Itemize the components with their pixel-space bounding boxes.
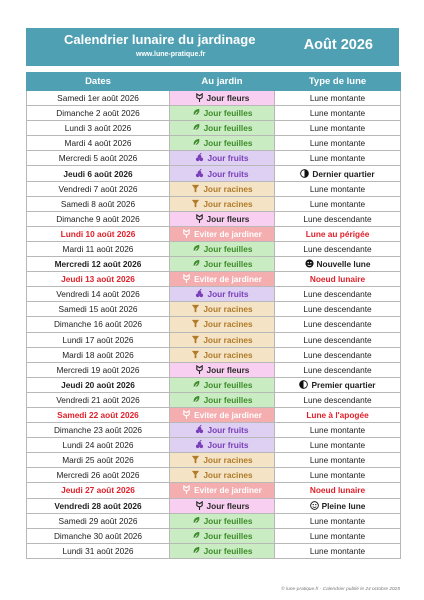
moon-label: Lune montante: [309, 198, 366, 209]
table-row: [27, 241, 401, 256]
garden-label: Jour feuilles: [203, 123, 253, 134]
garden-cell: [170, 438, 275, 453]
moon-cell: [275, 226, 401, 241]
flower-icon: [195, 214, 204, 223]
leaf-icon: [192, 380, 201, 389]
date-cell: Vendredi 28 août 2026: [27, 498, 170, 513]
garden-label: Jour fleurs: [206, 213, 250, 224]
date-cell: Dimanche 9 août 2026: [27, 211, 170, 226]
garden-cell: [170, 241, 275, 256]
table-row: [27, 362, 401, 377]
garden-cell: [170, 226, 275, 241]
garden-cell: [170, 257, 275, 272]
date-cell: Vendredi 21 août 2026: [27, 392, 170, 407]
garden-label: Jour fleurs: [206, 364, 250, 375]
date-cell: Mercredi 19 août 2026: [27, 362, 170, 377]
garden-label: Jour feuilles: [203, 243, 253, 254]
moon-label: Lune montante: [309, 123, 366, 134]
lunar-calendar-table: [26, 72, 401, 559]
moon-cell: [275, 483, 401, 498]
moon-label: Lune descendante: [303, 364, 372, 375]
date-cell: Samedi 22 août 2026: [27, 407, 170, 422]
date-cell: Mardi 11 août 2026: [27, 241, 170, 256]
garden-label: Jour racines: [203, 334, 253, 345]
garden-cell: [170, 332, 275, 347]
garden-label: Eviter de jardiner: [194, 274, 262, 285]
garden-label: Jour racines: [203, 183, 253, 194]
moon-cell: [275, 287, 401, 302]
moon-label: Noeud lunaire: [309, 274, 366, 285]
date-cell: Mercredi 12 août 2026: [27, 257, 170, 272]
garden-cell: [170, 302, 275, 317]
moon-cell: [275, 257, 401, 272]
table-row: [27, 121, 401, 136]
garden-label: Eviter de jardiner: [194, 485, 262, 496]
garden-label: Jour fleurs: [206, 500, 250, 511]
leaf-icon: [192, 531, 201, 540]
moon-cell: [275, 196, 401, 211]
garden-label: Jour feuilles: [203, 530, 253, 541]
table-row: [27, 438, 401, 453]
garden-label: Jour fleurs: [206, 93, 250, 104]
column-header-dates: Dates: [27, 73, 170, 91]
date-cell: Mardi 25 août 2026: [27, 453, 170, 468]
moon-label: Lune montante: [309, 455, 366, 466]
moon-label: Lune descendante: [303, 304, 372, 315]
moon-cell: [275, 498, 401, 513]
table-row: [27, 347, 401, 362]
table-row: [27, 166, 401, 181]
table-row: [27, 543, 401, 558]
table-row: [27, 226, 401, 241]
date-cell: Mercredi 5 août 2026: [27, 151, 170, 166]
table-row: [27, 513, 401, 528]
moon-label: Lune montante: [309, 530, 366, 541]
moon-cell: [275, 151, 401, 166]
garden-cell: [170, 468, 275, 483]
flower-icon: [195, 365, 204, 374]
table-row: [27, 106, 401, 121]
table-header-row: [27, 73, 401, 91]
last-quarter-moon-icon: [300, 169, 309, 178]
moon-cell: [275, 377, 401, 392]
leaf-icon: [192, 395, 201, 404]
fruit-icon: [195, 169, 204, 178]
moon-cell: [275, 438, 401, 453]
moon-label: Lune montante: [309, 183, 366, 194]
table-row: [27, 136, 401, 151]
date-cell: Samedi 1er août 2026: [27, 91, 170, 106]
table-row: [27, 317, 401, 332]
leaf-icon: [192, 546, 201, 555]
moon-label: Lune montante: [309, 470, 366, 481]
date-cell: Lundi 24 août 2026: [27, 438, 170, 453]
garden-label: Jour fruits: [207, 440, 249, 451]
moon-cell: [275, 362, 401, 377]
moon-label: Lune montante: [309, 440, 366, 451]
table-row: [27, 302, 401, 317]
leaf-icon: [192, 516, 201, 525]
garden-label: Jour racines: [203, 198, 253, 209]
footer-credit: © lune-pratique.fr - Calendrier publié le 24 octobre 2025: [281, 587, 400, 592]
moon-label: Dernier quartier: [312, 168, 375, 179]
garden-cell: [170, 211, 275, 226]
date-cell: Lundi 3 août 2026: [27, 121, 170, 136]
date-cell: Jeudi 20 août 2026: [27, 377, 170, 392]
moon-label: Lune montante: [309, 545, 366, 556]
moon-label: Lune montante: [309, 108, 366, 119]
moon-cell: [275, 91, 401, 106]
moon-cell: [275, 302, 401, 317]
garden-label: Jour fruits: [207, 425, 249, 436]
garden-cell: [170, 543, 275, 558]
garden-label: Jour fruits: [207, 153, 249, 164]
moon-cell: [275, 392, 401, 407]
moon-cell: [275, 528, 401, 543]
first-quarter-moon-icon: [299, 380, 308, 389]
garden-label: Jour feuilles: [203, 545, 253, 556]
date-cell: Dimanche 16 août 2026: [27, 317, 170, 332]
fruit-icon: [195, 289, 204, 298]
leaf-icon: [192, 123, 201, 132]
garden-cell: [170, 121, 275, 136]
moon-cell: [275, 272, 401, 287]
moon-label: Pleine lune: [321, 500, 366, 511]
fruit-icon: [195, 425, 204, 434]
table-row: [27, 287, 401, 302]
table-row: [27, 272, 401, 287]
garden-label: Jour feuilles: [203, 394, 253, 405]
moon-label: Lune montante: [309, 153, 366, 164]
table-row: [27, 181, 401, 196]
moon-label: Lune à l'apogée: [306, 410, 369, 421]
month-title: Août 2026: [303, 37, 373, 53]
site-url: www.lune-pratique.fr: [136, 51, 206, 58]
garden-cell: [170, 136, 275, 151]
leaf-icon: [192, 244, 201, 253]
table-row: [27, 91, 401, 106]
moon-cell: [275, 211, 401, 226]
garden-cell: [170, 483, 275, 498]
garden-cell: [170, 528, 275, 543]
date-cell: Vendredi 14 août 2026: [27, 287, 170, 302]
garden-cell: [170, 498, 275, 513]
flower-icon: [195, 93, 204, 102]
garden-cell: [170, 106, 275, 121]
moon-cell: [275, 407, 401, 422]
fruit-icon: [195, 440, 204, 449]
moon-label: Lune descendante: [303, 394, 372, 405]
garden-label: Jour feuilles: [203, 108, 253, 119]
moon-cell: [275, 106, 401, 121]
moon-cell: [275, 241, 401, 256]
date-cell: Mardi 18 août 2026: [27, 347, 170, 362]
garden-cell: [170, 196, 275, 211]
date-cell: Mardi 4 août 2026: [27, 136, 170, 151]
garden-label: Jour racines: [203, 319, 253, 330]
header-banner: [26, 28, 399, 66]
leaf-icon: [192, 138, 201, 147]
moon-cell: [275, 453, 401, 468]
garden-cell: [170, 166, 275, 181]
date-cell: Vendredi 7 août 2026: [27, 181, 170, 196]
moon-label: Lune montante: [309, 138, 366, 149]
garden-cell: [170, 377, 275, 392]
date-cell: Dimanche 23 août 2026: [27, 423, 170, 438]
garden-label: Jour feuilles: [203, 259, 253, 270]
table-row: [27, 332, 401, 347]
moon-cell: [275, 543, 401, 558]
garden-cell: [170, 91, 275, 106]
date-cell: Lundi 17 août 2026: [27, 332, 170, 347]
table-row: [27, 196, 401, 211]
moon-label: Lune descendante: [303, 349, 372, 360]
moon-cell: [275, 181, 401, 196]
root-icon: [191, 304, 200, 313]
leaf-icon: [192, 108, 201, 117]
moon-cell: [275, 166, 401, 181]
table-row: [27, 211, 401, 226]
moon-cell: [275, 423, 401, 438]
moon-label: Lune au périgée: [305, 228, 370, 239]
garden-label: Jour feuilles: [203, 379, 253, 390]
moon-label: Lune descendante: [303, 289, 372, 300]
garden-cell: [170, 392, 275, 407]
column-header-lune: Type de lune: [275, 73, 401, 91]
garden-label: Jour racines: [203, 349, 253, 360]
garden-cell: [170, 287, 275, 302]
garden-cell: [170, 151, 275, 166]
table-row: [27, 257, 401, 272]
table-row: [27, 377, 401, 392]
garden-cell: [170, 347, 275, 362]
date-cell: Lundi 31 août 2026: [27, 543, 170, 558]
moon-cell: [275, 468, 401, 483]
garden-label: Jour racines: [203, 470, 253, 481]
table-row: [27, 498, 401, 513]
garden-label: Jour feuilles: [203, 515, 253, 526]
table-row: [27, 483, 401, 498]
garden-label: Jour feuilles: [203, 138, 253, 149]
moon-label: Noeud lunaire: [309, 485, 366, 496]
moon-label: Lune montante: [309, 515, 366, 526]
garden-cell: [170, 181, 275, 196]
warning-plant-icon: [182, 229, 191, 238]
garden-cell: [170, 513, 275, 528]
table-row: [27, 468, 401, 483]
root-icon: [191, 470, 200, 479]
garden-label: Jour racines: [203, 304, 253, 315]
moon-cell: [275, 347, 401, 362]
leaf-icon: [192, 259, 201, 268]
garden-label: Jour racines: [203, 455, 253, 466]
root-icon: [191, 319, 200, 328]
table-body: [27, 91, 401, 559]
moon-label: Lune descendante: [303, 319, 372, 330]
root-icon: [191, 184, 200, 193]
garden-cell: [170, 272, 275, 287]
page-title: Calendrier lunaire du jardinage: [64, 32, 256, 47]
date-cell: Mercredi 26 août 2026: [27, 468, 170, 483]
moon-label: Lune descendante: [303, 334, 372, 345]
garden-label: Eviter de jardiner: [194, 410, 262, 421]
table-row: [27, 407, 401, 422]
moon-label: Lune descendante: [303, 243, 372, 254]
date-cell: Samedi 8 août 2026: [27, 196, 170, 211]
root-icon: [191, 335, 200, 344]
date-cell: Jeudi 13 août 2026: [27, 272, 170, 287]
moon-label: Lune descendante: [303, 213, 372, 224]
date-cell: Jeudi 27 août 2026: [27, 483, 170, 498]
root-icon: [191, 350, 200, 359]
moon-label: Nouvelle lune: [316, 259, 371, 270]
moon-cell: [275, 136, 401, 151]
moon-label: Lune montante: [309, 93, 366, 104]
date-cell: Lundi 10 août 2026: [27, 226, 170, 241]
garden-label: Eviter de jardiner: [194, 228, 262, 239]
garden-label: Jour fruits: [207, 289, 249, 300]
table-row: [27, 392, 401, 407]
new-moon-icon: [305, 259, 314, 268]
column-header-jardin: Au jardin: [170, 73, 275, 91]
moon-label: Premier quartier: [311, 379, 376, 390]
table-row: [27, 151, 401, 166]
table-row: [27, 423, 401, 438]
garden-cell: [170, 453, 275, 468]
flower-icon: [195, 501, 204, 510]
garden-cell: [170, 317, 275, 332]
warning-plant-icon: [182, 485, 191, 494]
moon-cell: [275, 513, 401, 528]
date-cell: Samedi 29 août 2026: [27, 513, 170, 528]
garden-label: Jour fruits: [207, 168, 249, 179]
table-row: [27, 453, 401, 468]
garden-cell: [170, 423, 275, 438]
date-cell: Samedi 15 août 2026: [27, 302, 170, 317]
date-cell: Dimanche 2 août 2026: [27, 106, 170, 121]
root-icon: [191, 199, 200, 208]
moon-cell: [275, 121, 401, 136]
date-cell: Dimanche 30 août 2026: [27, 528, 170, 543]
date-cell: Jeudi 6 août 2026: [27, 166, 170, 181]
garden-cell: [170, 362, 275, 377]
root-icon: [191, 455, 200, 464]
fruit-icon: [195, 153, 204, 162]
moon-cell: [275, 317, 401, 332]
table-row: [27, 528, 401, 543]
warning-plant-icon: [182, 274, 191, 283]
moon-label: Lune montante: [309, 425, 366, 436]
moon-cell: [275, 332, 401, 347]
warning-plant-icon: [182, 410, 191, 419]
full-moon-icon: [310, 501, 319, 510]
garden-cell: [170, 407, 275, 422]
